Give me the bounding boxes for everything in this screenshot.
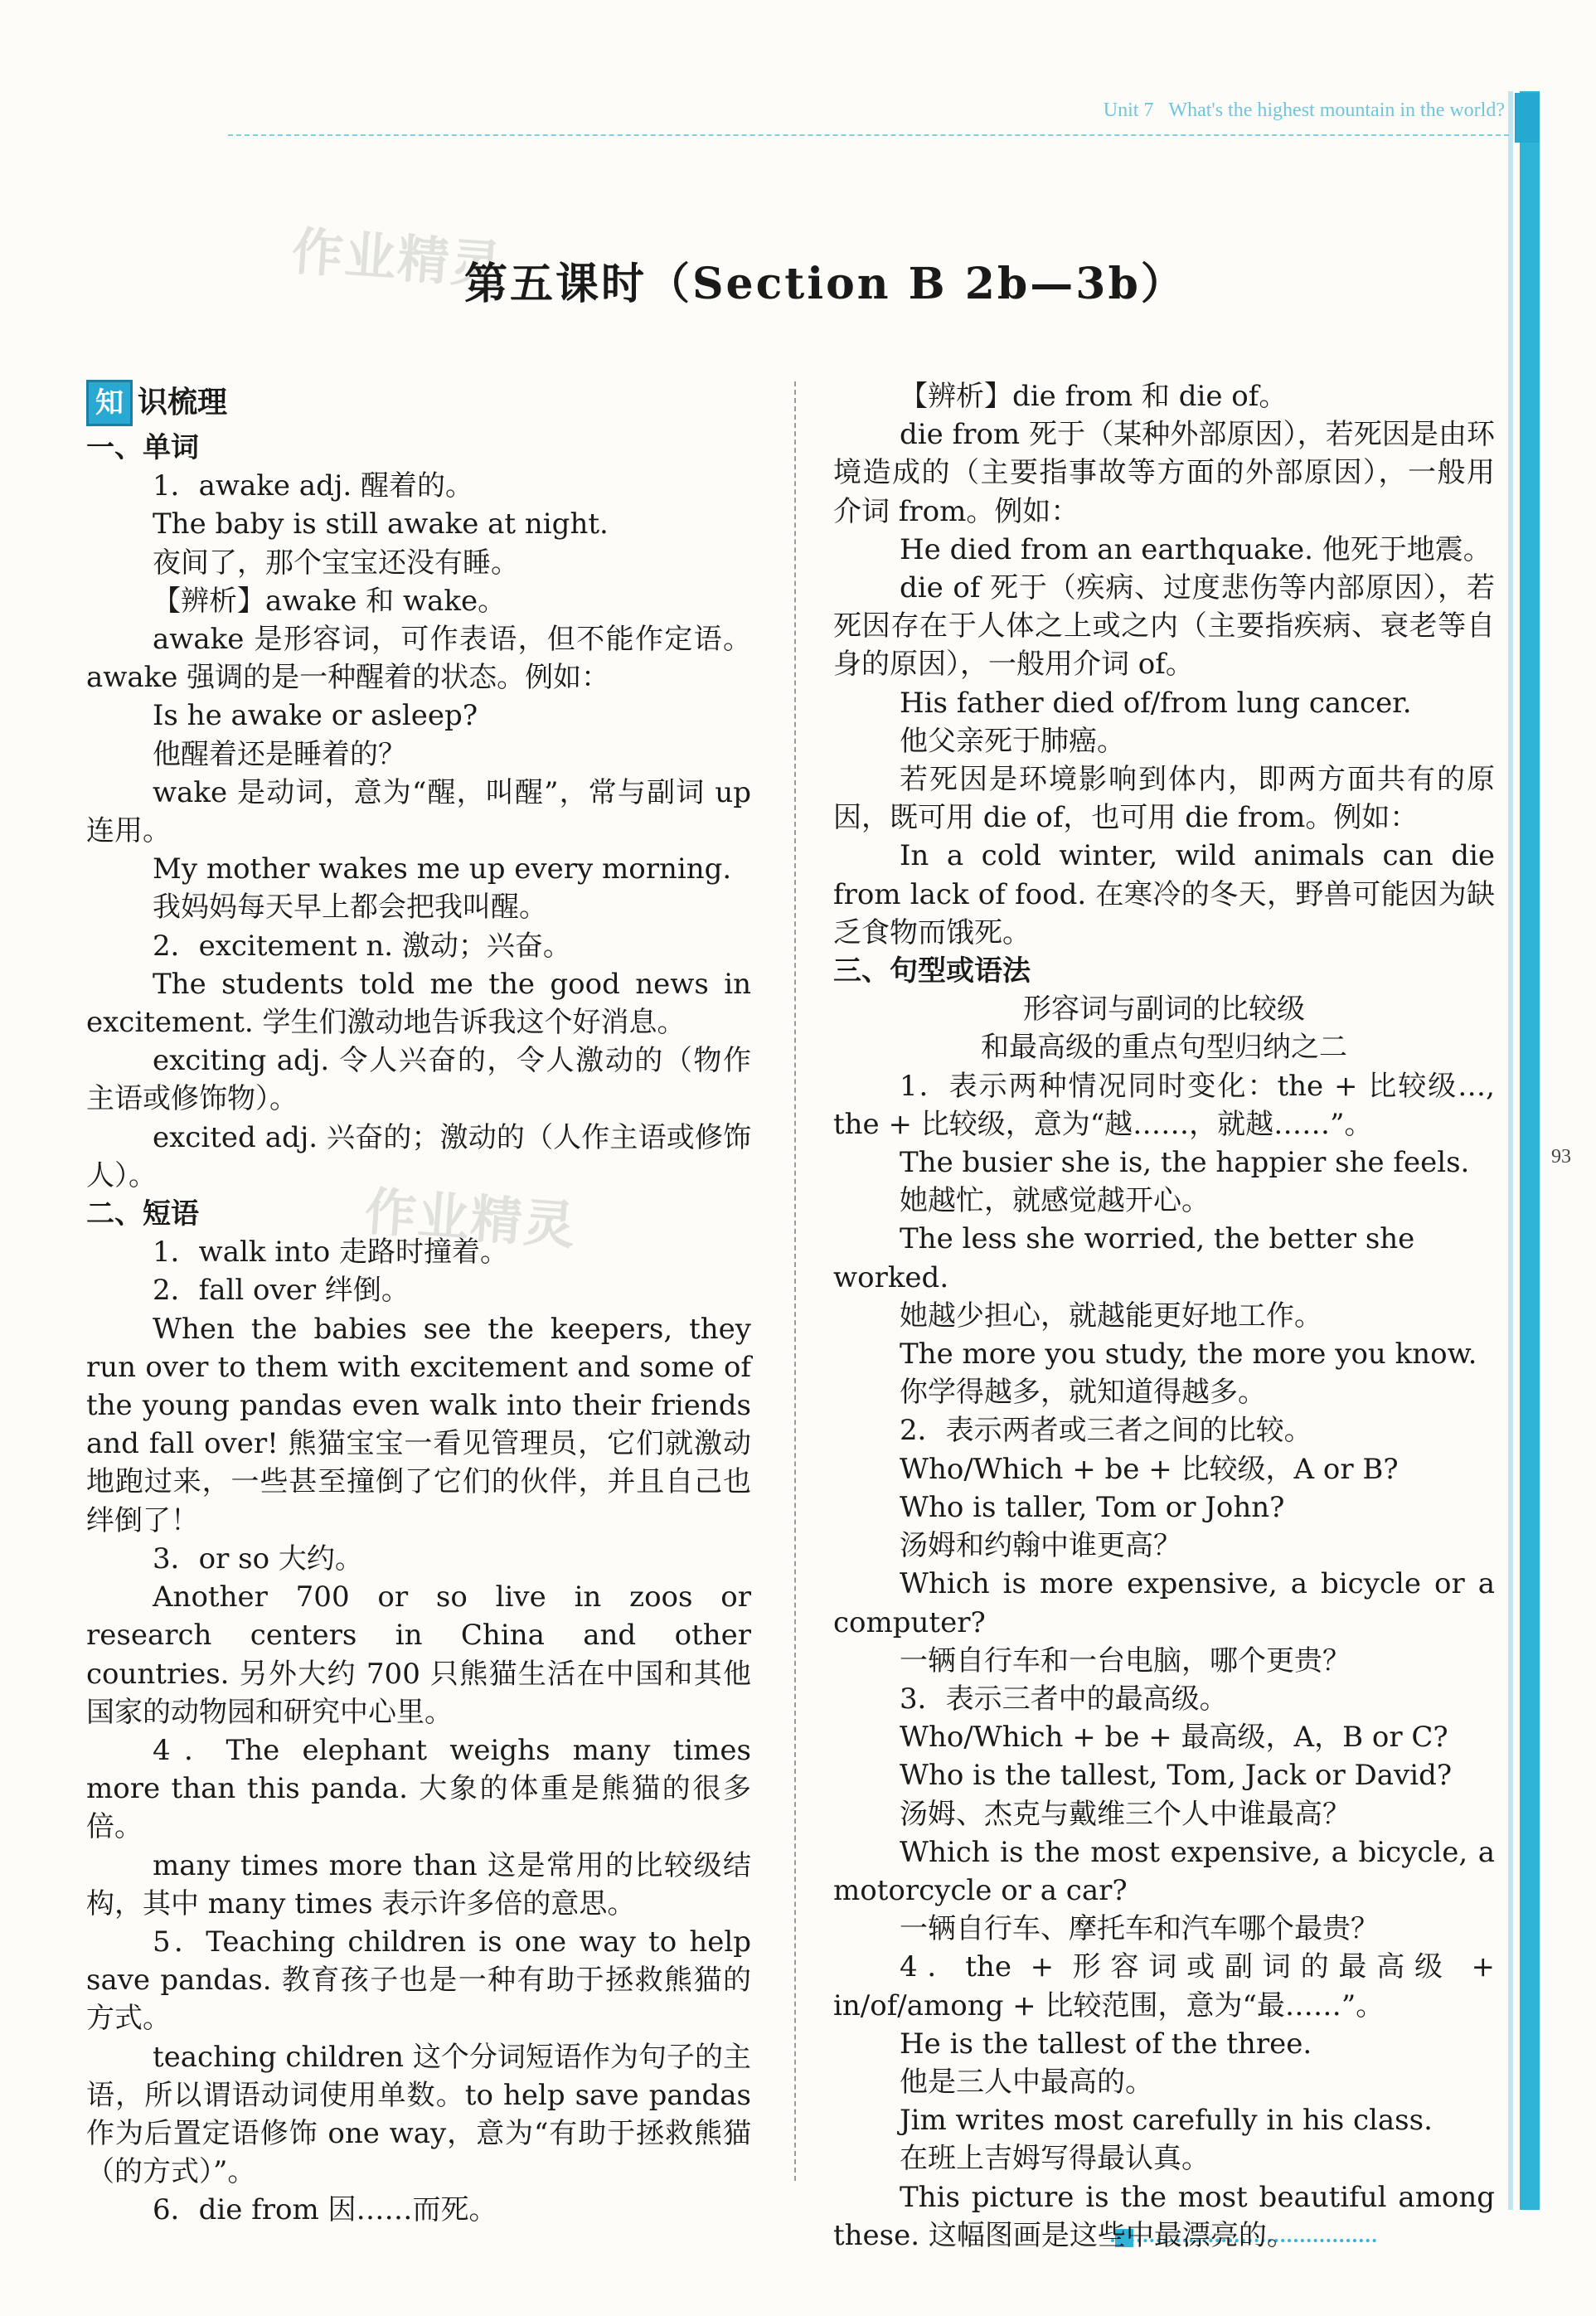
paragraph: 2．表示两者或三者之间的比较。 [900, 1414, 1312, 1448]
header-unit: Unit 7 [1103, 100, 1154, 121]
page-title: 第五课时（Section B 2b—3b） [464, 259, 1186, 309]
header-block [1515, 93, 1540, 143]
paragraph: This picture is the most beautiful among these. 这幅图画是这些中最漂亮的。 [833, 2180, 1495, 2252]
paragraph: 1．walk into 走路时撞着。 [153, 1236, 509, 1270]
paragraph: The baby is still awake at night. [153, 507, 609, 541]
paragraph: The students told me the good news in excitement. 学生们激动地告诉我这个好消息。 [86, 967, 751, 1040]
left-column [86, 377, 751, 2230]
paragraph: 夜间了，那个宝宝还没有睡。 [153, 546, 519, 580]
paragraph: 若死因是环境影响到体内，即两方面共有的原因，既可用 die of，也可用 die from。例如： [833, 763, 1495, 835]
paragraph: 1．awake adj. 醒着的。 [153, 469, 473, 503]
paragraph: 他父亲死于肺癌。 [900, 724, 1125, 758]
paragraph: die of 死于（疾病、过度悲伤等内部原因），若死因存在于人体之上或之内（主要指疾病、衰老等自身的原因），一般用介词 of。 [833, 571, 1495, 682]
paragraph: He died from an earthquake. 他死于地震。 [900, 532, 1492, 566]
paragraph: Who/Which + be + 比较级，A or B? [900, 1452, 1399, 1486]
paragraph: 5．Teaching children is one way to help save pandas. 教育孩子也是一种有助于拯救熊猫的方式。 [86, 1925, 751, 2036]
right-column [833, 377, 1495, 2255]
paragraph: 一辆自行车和一台电脑，哪个更贵？ [900, 1644, 1351, 1678]
heading-grammar: 三、句型或语法 [833, 954, 1031, 988]
paragraph: 【辨析】awake 和 wake。 [153, 584, 507, 618]
section-heading [86, 377, 751, 429]
paragraph: The less she worried, the better she worked. [833, 1222, 1415, 1294]
paragraph: die from 死于（某种外部原因），若死因是由环境造成的（主要指事故等方面的外部原因），一般用介词 from。例如： [833, 418, 1495, 528]
paragraph: excited adj. 兴奋的；激动的（人作主语或修饰人）。 [86, 1120, 751, 1192]
paragraph: 3．or so 大约。 [153, 1542, 363, 1576]
paragraph: When the babies see the keepers, they run over to them with excitement and some of the young pandas even walk into their friends and fall over! 熊猫宝宝一看见管理员，它们就激动地跑过来，一些甚至撞倒了它们的伙伴，并且自己也绊倒了！ [86, 1312, 751, 1537]
paragraph: 她越忙，就感觉越开心。 [900, 1184, 1210, 1218]
paragraph: 他醒着还是睡着的？ [153, 737, 406, 771]
paragraph: 1．表示两种情况同时变化：the + 比较级…, the + 比较级，意为“越……，就越……”。 [833, 1069, 1495, 1141]
paragraph: Which is the most expensive, a bicycle, a motorcycle or a car? [833, 1835, 1495, 1907]
page-side-bar-inner [1508, 91, 1513, 2210]
paragraph: 4．The elephant weighs many times more than this panda. 大象的体重是熊猫的很多倍。 [86, 1733, 751, 1844]
paragraph: The busier she is, the happier she feels. [900, 1146, 1470, 1180]
paragraph: 汤姆、杰克与戴维三个人中谁最高？ [900, 1797, 1351, 1831]
paragraph: 她越少担心，就越能更好地工作。 [900, 1299, 1322, 1333]
paragraph: 他是三人中最高的。 [900, 2065, 1153, 2099]
paragraph: Another 700 or so live in zoos or research centers in China and other countries. 另外大约 700 只熊猫生活在中国和其他国家的动物园和研究中心里。 [86, 1580, 751, 1729]
paragraph: He is the tallest of the three. [900, 2027, 1312, 2061]
heading-words: 一、单词 [86, 431, 199, 464]
paragraph: teaching children 这个分词短语作为句子的主语，所以谓语动词使用单数。to help save pandas 作为后置定语修饰 one way，意为“有助于拯救熊猫（的方式）”。 [86, 2040, 751, 2189]
paragraph: Who is taller, Tom or John? [900, 1490, 1285, 1524]
paragraph: My mother wakes me up every morning. [153, 852, 732, 886]
paragraph: 6．die from 因……而死。 [153, 2193, 497, 2227]
section-title: 识梳理 [138, 385, 228, 420]
paragraph: Which is more expensive, a bicycle or a computer? [833, 1567, 1495, 1639]
paragraph: 你学得越多，就知道得越多。 [900, 1376, 1266, 1410]
paragraph: Who is the tallest, Tom, Jack or David? [900, 1759, 1453, 1793]
grammar-subtitle: 形容词与副词的比较级 [1023, 993, 1305, 1027]
paragraph: many times more than 这是常用的比较级结构，其中 many times 表示许多倍的意思。 [86, 1848, 751, 1920]
column-divider [794, 381, 796, 2181]
watermark-middle: 作业精灵 [362, 1181, 579, 1256]
paragraph: 汤姆和约翰中谁更高？ [900, 1529, 1181, 1563]
paragraph: His father died of/from lung cancer. [900, 686, 1412, 720]
paragraph: 一辆自行车、摩托车和汽车哪个最贵？ [900, 1912, 1379, 1946]
paragraph: Jim writes most carefully in his class. [900, 2104, 1433, 2138]
paragraph: 4．the + 形容词或副词的最高级 + in/of/among + 比较范围，意为“最……”。 [833, 1950, 1495, 2022]
paragraph: In a cold winter, wild animals can die from lack of food. 在寒冷的冬天，野兽可能因为缺乏食物而饿死。 [833, 839, 1495, 949]
paragraph: 3．表示三者中的最高级。 [900, 1682, 1228, 1716]
watermark-top: 作业精灵 [289, 221, 506, 296]
grammar-subtitle: 和最高级的重点句型归纳之二 [981, 1031, 1347, 1065]
running-header [1104, 100, 1505, 122]
paragraph: wake 是动词，意为“醒，叫醒”，常与副词 up 连用。 [86, 775, 751, 848]
header-rule [228, 134, 1509, 136]
zhi-icon: 知 [86, 380, 133, 426]
paragraph: exciting adj. 令人兴奋的，令人激动的（物作主语或修饰物）。 [86, 1044, 751, 1116]
paragraph: Is he awake or asleep? [153, 699, 478, 733]
paragraph: Who/Which + be + 最高级，A，B or C? [900, 1721, 1448, 1755]
heading-phrases: 二、短语 [86, 1197, 199, 1231]
page-number: 93 [1551, 1146, 1571, 1168]
paragraph: awake 是形容词，可作表语，但不能作定语。awake 强调的是一种醒着的状态。例如： [86, 623, 751, 695]
page-side-bar [1520, 91, 1540, 2210]
paragraph: 2．fall over 绊倒。 [153, 1274, 410, 1308]
paragraph: 2．excitement n. 激动；兴奋。 [153, 929, 571, 963]
header-question: What's the highest mountain in the world? [1168, 100, 1505, 121]
paragraph: 我妈妈每天早上都会把我叫醒。 [153, 891, 547, 925]
paragraph: 【辨析】die from 和 die of。 [900, 380, 1288, 413]
paragraph: 在班上吉姆写得最认真。 [900, 2142, 1210, 2176]
paragraph: The more you study, the more you know. [900, 1338, 1477, 1372]
